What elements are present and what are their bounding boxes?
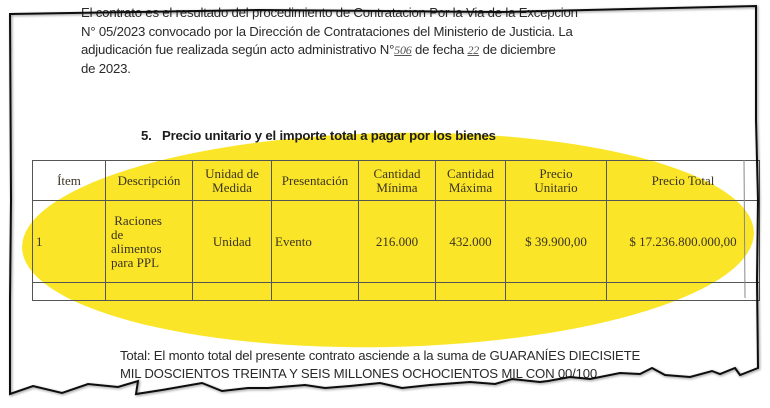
cell-presentacion: Evento xyxy=(272,201,359,283)
cell-cantidad-minima: 216.000 xyxy=(359,201,436,283)
cell-descripcion: Raciones de alimentos para PPL xyxy=(106,201,193,283)
intro-line-3-c: de diciembre xyxy=(479,42,556,57)
cell-cantidad-maxima: 432.000 xyxy=(436,201,506,283)
handwritten-resolution-number: 506 xyxy=(394,43,412,57)
intro-line-3-b: de fecha xyxy=(411,42,468,57)
header-cantidad-maxima: Cantidad Máxima xyxy=(436,161,506,201)
header-precio-unitario: Precio Unitario xyxy=(506,161,607,201)
cell-item: 1 xyxy=(33,201,106,283)
cell-precio-total: $ 17.236.800.000,00 xyxy=(607,201,760,283)
total-line-2: MIL DOSCIENTOS TREINTA Y SEIS MILLONES OCHOCIENTOS MIL CON 00/100. xyxy=(120,366,601,381)
header-descripcion: Descripción xyxy=(106,161,193,201)
header-precio-total: Precio Total xyxy=(607,161,760,201)
header-unidad: Unidad de Medida xyxy=(193,161,272,201)
section-title: Precio unitario y el importe total a pagar por los bienes xyxy=(162,128,496,143)
handwritten-day: 22 xyxy=(467,43,480,57)
intro-line-1: El contrato es el resultado del procedimiento de Contratacion Por la Via de la Excepcion xyxy=(81,5,578,20)
intro-line-4: de 2023. xyxy=(81,60,131,76)
intro-line-2: N° 05/2023 convocado por la Dirección de Contrataciones del Ministerio de Justicia. La xyxy=(81,23,573,39)
intro-line-3-a: adjudicación fue realizada según acto administrativo N° xyxy=(81,42,395,57)
header-item: Ítem xyxy=(33,161,106,201)
header-cantidad-minima: Cantidad Mínima xyxy=(359,161,436,201)
cell-precio-unitario: $ 39.900,00 xyxy=(506,201,607,283)
section-number: 5. xyxy=(141,128,152,143)
cell-unidad: Unidad xyxy=(193,201,272,283)
total-line-1: Total: El monto total del presente contrato asciende a la suma de GUARANÍES DIECISIETE xyxy=(120,348,641,363)
header-presentacion: Presentación xyxy=(272,161,359,201)
